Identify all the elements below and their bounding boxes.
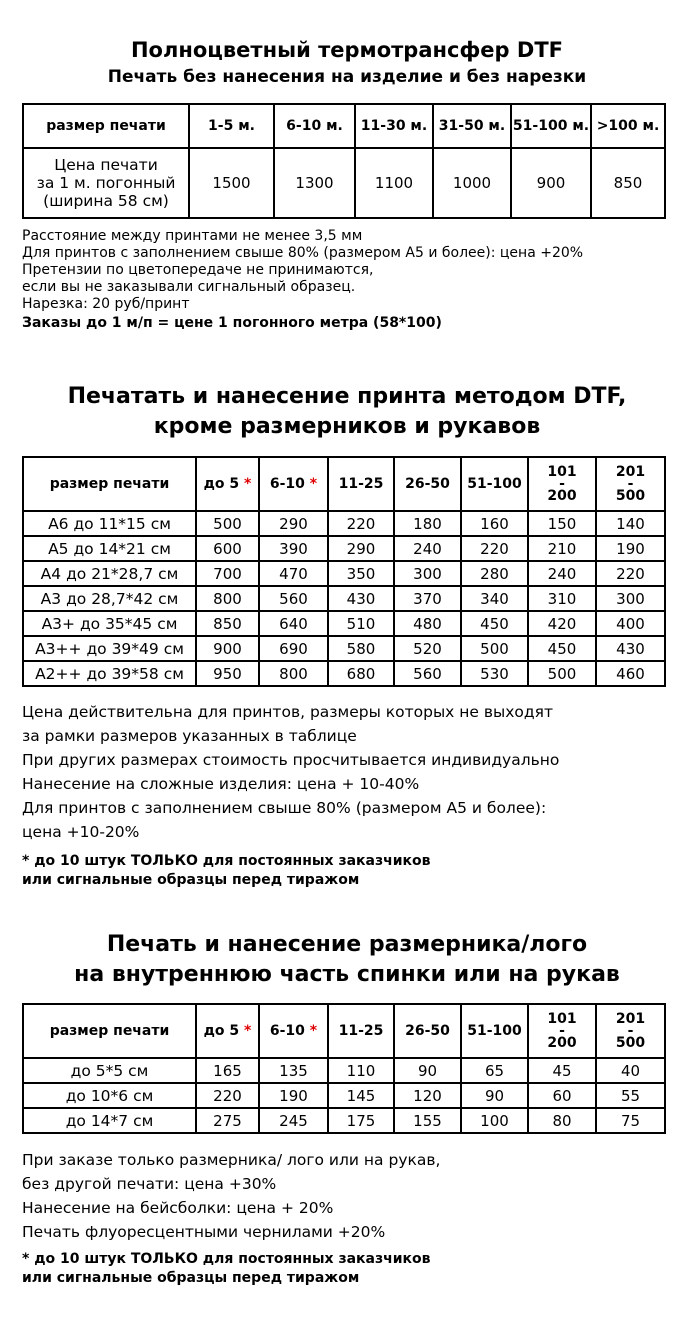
header-cell: размер печати [23,104,189,148]
note-line: Печать флуоресцентными чернилами +20% [22,1223,386,1241]
header-cell: размер печати [23,1004,196,1058]
header-cell: >100 м. [591,104,665,148]
note-line: Нарезка: 20 руб/принт [22,296,190,312]
header-cell: 51-100 [461,457,528,511]
footnote-line: или сигнальные образцы перед тиражом [22,872,360,888]
price-cell: 430 [328,586,394,611]
price-cell: 240 [394,536,461,561]
table-row [23,611,665,636]
price-cell: 1100 [355,148,433,218]
table-row [23,1083,665,1108]
price-cell: 40 [596,1058,665,1083]
price-cell: 950 [196,661,259,686]
note-line: если вы не заказывали сигнальный образец. [22,279,356,295]
dtf-application-price-table [22,456,666,687]
price-cell: 275 [196,1108,259,1133]
row-label: А2++ до 39*58 см [23,661,196,686]
header-cell: 201 - 500 [596,457,665,511]
price-cell: 850 [591,148,665,218]
price-cell: 290 [328,536,394,561]
price-cell: 55 [596,1083,665,1108]
price-cell: 180 [394,511,461,536]
price-cell: 45 [528,1058,596,1083]
row-label: до 5*5 см [23,1058,196,1083]
price-cell: 60 [528,1083,596,1108]
note-line: Цена действительна для принтов, размеры которых не выходят [22,703,553,721]
section1-notes [22,228,583,332]
price-cell: 75 [596,1108,665,1133]
price-cell: 310 [528,586,596,611]
header-cell: 26-50 [394,457,461,511]
price-cell: 220 [461,536,528,561]
price-cell: 510 [328,611,394,636]
price-cell: 450 [461,611,528,636]
section2-notes [22,700,559,844]
price-cell: 680 [328,661,394,686]
price-cell: 65 [461,1058,528,1083]
price-cell: 340 [461,586,528,611]
price-cell: 350 [328,561,394,586]
footnote-line: * до 10 штук ТОЛЬКО для постоянных заказчиков [22,853,431,869]
price-cell: 155 [394,1108,461,1133]
price-cell: 420 [528,611,596,636]
price-cell: 150 [528,511,596,536]
table-row [23,1058,665,1083]
footnote-line: * до 10 штук ТОЛЬКО для постоянных заказчиков [22,1251,431,1267]
price-cell: 300 [394,561,461,586]
asterisk: * [244,476,252,492]
header-cell: 101 - 200 [528,457,596,511]
price-cell: 1500 [189,148,274,218]
row-label: до 14*7 см [23,1108,196,1133]
price-cell: 800 [196,586,259,611]
price-cell: 220 [196,1083,259,1108]
price-cell: 1300 [274,148,355,218]
price-cell: 90 [394,1058,461,1083]
price-cell: 460 [596,661,665,686]
note-line: При заказе только размерника/ лого или на рукав, [22,1151,441,1169]
price-cell: 220 [596,561,665,586]
price-cell: 500 [196,511,259,536]
price-cell: 190 [259,1083,328,1108]
footnote-line: или сигнальные образцы перед тиражом [22,1270,360,1286]
price-cell: 850 [196,611,259,636]
price-cell: 110 [328,1058,394,1083]
section3-title [0,930,694,990]
price-cell: 500 [461,636,528,661]
section2-title [0,382,694,442]
table-row [23,561,665,586]
note-line: При других размерах стоимость просчитывается индивидуально [22,751,560,769]
table-row [23,536,665,561]
price-cell: 900 [196,636,259,661]
header-cell: 51-100 [461,1004,528,1058]
header-cell: до 5 * [196,457,259,511]
price-cell: 300 [596,586,665,611]
header-cell: 1-5 м. [189,104,274,148]
price-cell: 500 [528,661,596,686]
title-line: кроме размерников и рукавов [153,414,541,439]
price-cell: 1000 [433,148,511,218]
price-cell: 165 [196,1058,259,1083]
price-cell: 90 [461,1083,528,1108]
row-label: до 10*6 см [23,1083,196,1108]
price-cell: 530 [461,661,528,686]
price-cell: 175 [328,1108,394,1133]
row-label: А4 до 21*28,7 см [23,561,196,586]
row-label-line: за 1 м. погонный [36,174,176,192]
header-cell: 6-10 * [259,457,328,511]
section2-footnote [22,852,431,890]
price-cell: 290 [259,511,328,536]
price-cell: 470 [259,561,328,586]
table-row [23,511,665,536]
table-row [23,1108,665,1133]
price-cell: 400 [596,611,665,636]
note-line: Претензии по цветопередаче не принимаются, [22,262,374,278]
price-cell: 640 [259,611,328,636]
row-label-line: (ширина 58 см) [43,192,169,210]
note-line: Нанесение на сложные изделия: цена + 10-40% [22,775,420,793]
price-cell: 160 [461,511,528,536]
price-cell: 120 [394,1083,461,1108]
header-cell: 11-25 [328,457,394,511]
price-cell: 450 [528,636,596,661]
row-label: А3 до 28,7*42 см [23,586,196,611]
price-cell: 390 [259,536,328,561]
price-cell: 220 [328,511,394,536]
price-cell: 580 [328,636,394,661]
table-row [23,586,665,611]
header-cell: 6-10 м. [274,104,355,148]
header-cell: до 5 * [196,1004,259,1058]
price-cell: 100 [461,1108,528,1133]
header-cell: 51-100 м. [511,104,591,148]
row-label: А6 до 11*15 см [23,511,196,536]
section3-notes [22,1148,440,1244]
header-cell: 101 - 200 [528,1004,596,1058]
note-bold: Заказы до 1 м/п = цене 1 погонного метра (58*100) [22,315,442,331]
price-cell: 370 [394,586,461,611]
section1-title: Полноцветный термотрансфер DTF [130,38,563,62]
row-label: А3++ до 39*49 см [23,636,196,661]
price-cell: 145 [328,1083,394,1108]
table-row [23,636,665,661]
asterisk: * [244,1023,252,1039]
note-line: цена +10-20% [22,823,140,841]
price-cell: 600 [196,536,259,561]
row-label-line: Цена печати [54,156,158,174]
price-cell: 280 [461,561,528,586]
header-cell: 201 - 500 [596,1004,665,1058]
header-cell: 11-30 м. [355,104,433,148]
size-label-price-table [22,1003,666,1134]
price-cell: 560 [259,586,328,611]
price-cell: 245 [259,1108,328,1133]
price-cell: 520 [394,636,461,661]
title-line: Печать и нанесение размерника/лого [106,932,588,957]
price-cell: 80 [528,1108,596,1133]
note-line: Нанесение на бейсболки: цена + 20% [22,1199,334,1217]
price-cell: 210 [528,536,596,561]
header-cell: размер печати [23,457,196,511]
header-cell: 31-50 м. [433,104,511,148]
dtf-meter-price-table [22,103,666,219]
header-cell: 11-25 [328,1004,394,1058]
header-cell: 26-50 [394,1004,461,1058]
row-label: А5 до 14*21 см [23,536,196,561]
title-line: Печатать и нанесение принта методом DTF, [67,384,627,409]
header-cell: 6-10 * [259,1004,328,1058]
note-line: Для принтов с заполнением свыше 80% (размером А5 и более): [22,799,547,817]
note-line: за рамки размеров указанных в таблице [22,727,357,745]
price-cell: 690 [259,636,328,661]
row-label [23,148,189,218]
price-cell: 560 [394,661,461,686]
title-line: на внутреннюю часть спинки или на рукав [74,962,620,987]
price-cell: 240 [528,561,596,586]
note-line: без другой печати: цена +30% [22,1175,277,1193]
table-row [23,661,665,686]
price-cell: 430 [596,636,665,661]
section3-footnote [22,1250,431,1288]
price-cell: 190 [596,536,665,561]
asterisk: * [309,1023,318,1039]
section1-subtitle: Печать без нанесения на изделие и без нарезки [107,67,587,87]
note-line: Расстояние между принтами не менее 3,5 мм [22,228,363,244]
price-cell: 135 [259,1058,328,1083]
price-cell: 700 [196,561,259,586]
price-cell: 900 [511,148,591,218]
note-line: Для принтов с заполнением свыше 80% (размером А5 и более): цена +20% [22,245,584,261]
price-cell: 480 [394,611,461,636]
price-cell: 800 [259,661,328,686]
asterisk: * [309,476,318,492]
row-label: А3+ до 35*45 см [23,611,196,636]
price-cell: 140 [596,511,665,536]
